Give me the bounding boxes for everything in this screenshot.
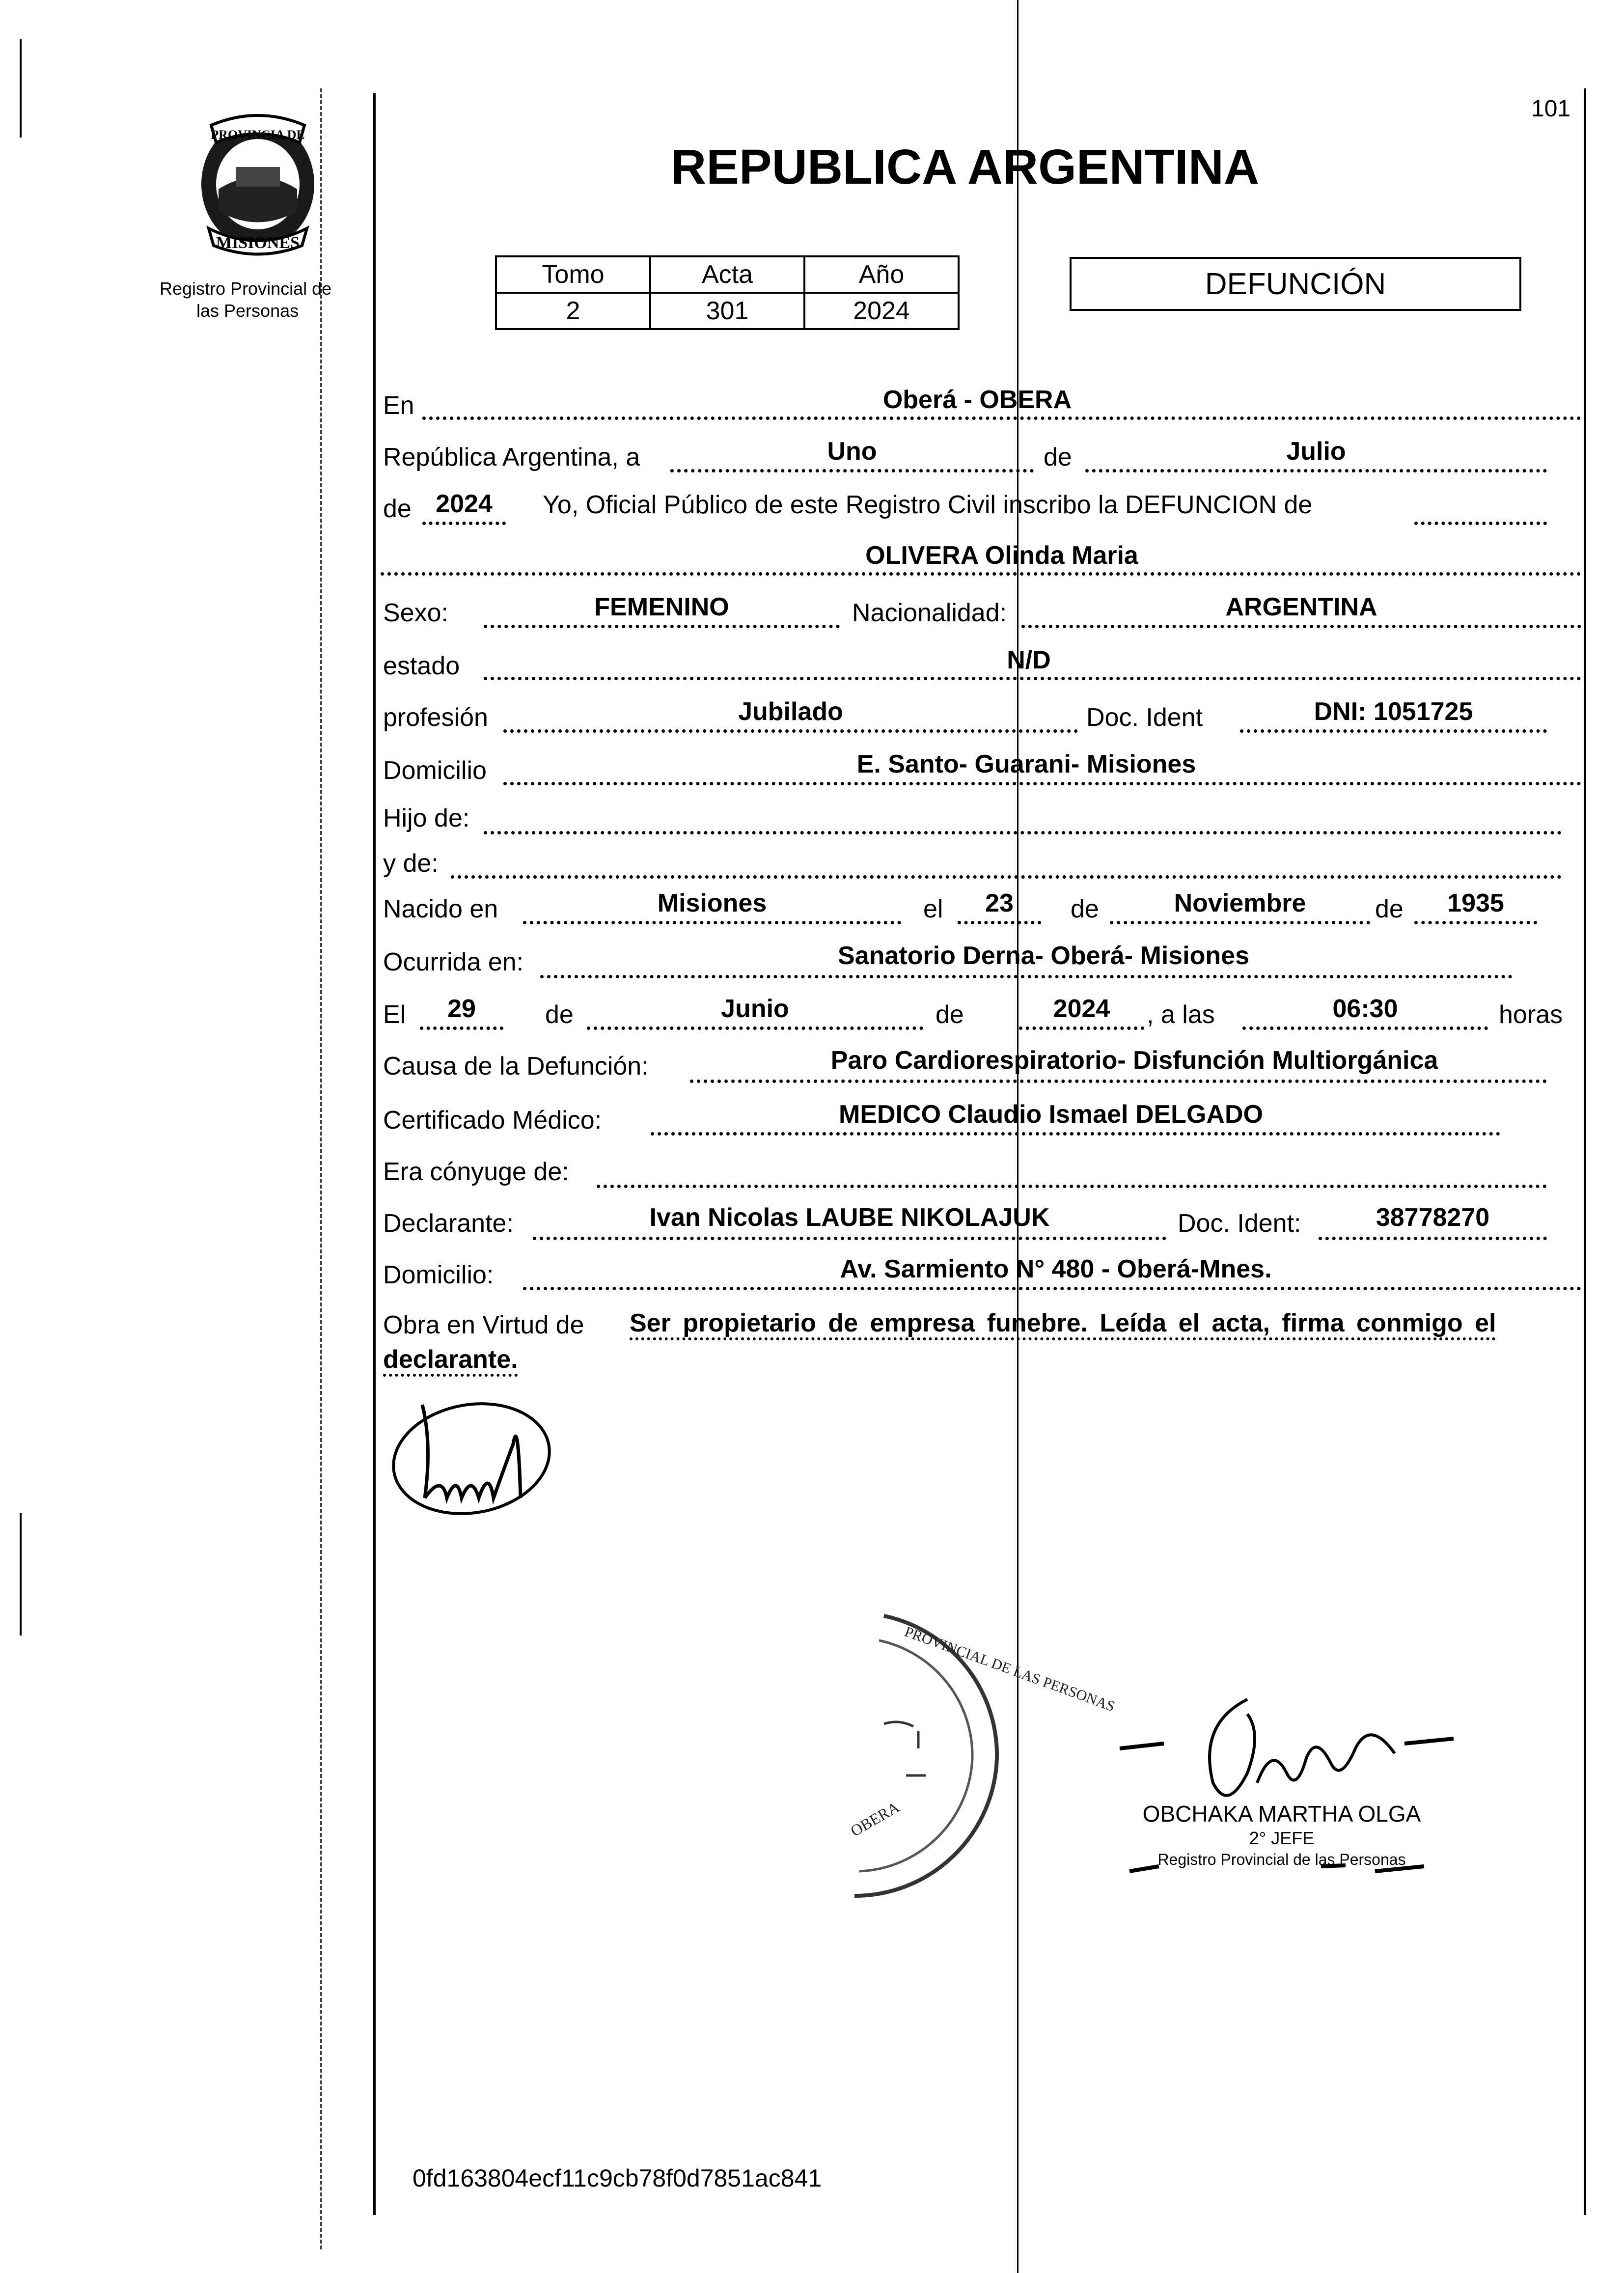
seal-top-text: PROVINCIA DE (211, 128, 305, 142)
right-margin-line (1584, 88, 1586, 2215)
ocurrida-line (540, 975, 1513, 978)
causa-value: Paro Cardiorespiratorio- Disfunción Multiorgánica (830, 1046, 1438, 1075)
obra-value-2: declarante. (383, 1345, 518, 1374)
official-signature-block (1100, 1685, 1473, 1891)
birth-year-line (1414, 921, 1537, 924)
obra-value: Ser propietario de empresa funebre. Leída el acta, firma conmigo el (630, 1309, 1496, 1337)
domicilio2-line (523, 1287, 1581, 1290)
nacido-line (523, 921, 901, 924)
name-line (381, 572, 1581, 576)
death-time: 06:30 (1332, 995, 1398, 1023)
record-table (495, 255, 960, 330)
value-tomo: 2 (496, 293, 650, 329)
yde-label: y de: (383, 849, 439, 878)
en-value: Oberá - OBERA (882, 386, 1072, 414)
official-registry: Registro Provincial de las Personas (1157, 1851, 1406, 1868)
sexo-line (484, 625, 840, 628)
seal-bottom-text: MISIONES (216, 234, 300, 252)
certificado-value: MEDICO Claudio Ismael DELGADO (839, 1100, 1263, 1129)
sexo-value: FEMENINO (594, 593, 729, 621)
death-day-line (420, 1026, 503, 1030)
nacionalidad-line (1021, 625, 1581, 628)
estado-line (484, 677, 1581, 680)
birth-day: 23 (985, 889, 1014, 917)
year-value: 2024 (436, 490, 493, 518)
death-year-line (1019, 1026, 1144, 1030)
official-name: OBCHAKA MARTHA OLGA (1142, 1801, 1421, 1827)
estado-value: N/D (1007, 646, 1051, 674)
obra-label: Obra en Virtud de (383, 1311, 584, 1339)
deceased-name: OLIVERA Olinda Maria (865, 541, 1138, 570)
certificado-label: Certificado Médico: (383, 1106, 602, 1135)
yde-line (451, 875, 1562, 879)
doc-ident2-value: 38778270 (1376, 1203, 1490, 1232)
nacionalidad-value: ARGENTINA (1225, 593, 1377, 621)
el-label: el (923, 895, 943, 923)
domicilio-label: Domicilio (383, 756, 487, 785)
birth-month: Noviembre (1174, 889, 1306, 917)
day-line (670, 469, 1034, 472)
conyuge-line (597, 1185, 1547, 1188)
value-ano: 2024 (804, 293, 959, 329)
registry-stamp (825, 1606, 1117, 1901)
ocurrida-label: Ocurrida en: (383, 948, 524, 976)
doc-ident-value: DNI: 1051725 (1314, 697, 1473, 726)
stamp-text-top: PROVINCIAL DE LAS PERSONAS (902, 1623, 1117, 1715)
death-day: 29 (447, 995, 476, 1023)
nacido-label: Nacido en (383, 895, 498, 923)
oficial-text: Yo, Oficial Público de este Registro Civil inscribo la DEFUNCION de (543, 491, 1313, 519)
de-label-6: de (936, 1000, 964, 1029)
doc-ident2-line (1319, 1237, 1547, 1240)
el2-label: El (383, 1000, 406, 1029)
profesion-label: profesión (383, 703, 488, 732)
declarant-signature (388, 1385, 565, 1523)
republica-label: República Argentina, a (383, 443, 640, 471)
death-month-line (587, 1026, 923, 1030)
header-ano: Año (804, 256, 959, 293)
birth-day-line (958, 921, 1041, 924)
oficial-line (1414, 522, 1547, 525)
left-fold-dashes (320, 88, 322, 2249)
declarante-line (533, 1237, 1166, 1240)
edge-mark-2 (20, 1513, 22, 1635)
alas-label: , a las (1147, 1000, 1215, 1029)
en-label: En (383, 391, 414, 420)
year-line (422, 522, 506, 525)
nacido-value: Misiones (657, 889, 767, 917)
birth-month-line (1110, 921, 1370, 924)
page-title: REPUBLICA ARGENTINA (671, 139, 1260, 194)
month-line (1085, 469, 1547, 472)
de-label-4: de (1375, 895, 1404, 923)
day-value: Uno (827, 437, 877, 466)
domicilio2-label: Domicilio: (383, 1261, 494, 1289)
de-label-3: de (1071, 895, 1099, 923)
birth-year: 1935 (1447, 889, 1504, 917)
document-type-box: DEFUNCIÓN (1070, 257, 1521, 311)
registry-line-2: las Personas (196, 301, 299, 321)
page-number: 101 (1531, 96, 1571, 122)
doc-ident-label: Doc. Ident (1086, 703, 1203, 732)
hijo-line (484, 831, 1562, 834)
domicilio2-value: Av. Sarmiento N° 480 - Oberá-Mnes. (840, 1255, 1272, 1283)
signature-icon (388, 1385, 565, 1523)
horas-label: horas (1499, 1000, 1563, 1029)
header-acta: Acta (650, 256, 804, 293)
de-label-5: de (545, 1000, 574, 1029)
doc-ident2-label: Doc. Ident: (1178, 1209, 1301, 1238)
causa-label: Causa de la Defunción: (383, 1052, 649, 1081)
official-role: 2° JEFE (1249, 1828, 1315, 1848)
en-line (422, 416, 1581, 420)
de-label-2: de (383, 495, 412, 523)
death-year: 2024 (1053, 995, 1110, 1023)
sexo-label: Sexo: (383, 599, 448, 627)
document-hash: 0fd163804ecf11c9cb78f0d7851ac841 (413, 2164, 822, 2192)
registry-line-1: Registro Provincial de (160, 278, 332, 299)
declarante-label: Declarante: (383, 1209, 514, 1238)
left-margin-line (373, 93, 376, 2215)
hijo-label: Hijo de: (383, 804, 470, 832)
value-acta: 301 (650, 293, 804, 329)
causa-line (690, 1080, 1547, 1083)
edge-mark (20, 39, 22, 138)
doc-ident-line (1240, 729, 1547, 733)
declarante-value: Ivan Nicolas LAUBE NIKOLAJUK (649, 1203, 1050, 1232)
domicilio-line (503, 782, 1581, 785)
header-tomo: Tomo (496, 256, 650, 293)
domicilio-value: E. Santo- Guarani- Misiones (856, 750, 1196, 778)
certificado-line (651, 1132, 1500, 1136)
profesion-value: Jubilado (738, 697, 843, 726)
fold-line (1017, 0, 1018, 2273)
nacionalidad-label: Nacionalidad: (852, 599, 1007, 627)
month-value: Julio (1286, 437, 1346, 466)
stamp-icon (825, 1606, 1117, 1901)
ocurrida-value: Sanatorio Derna- Oberá- Misiones (838, 942, 1249, 970)
stamp-text-bottom: OBERA (847, 1798, 903, 1840)
conyuge-label: Era cónyuge de: (383, 1158, 569, 1186)
coat-of-arms-icon (182, 106, 334, 263)
de-label-1: de (1044, 443, 1072, 471)
death-month: Junio (721, 995, 789, 1023)
death-time-line (1242, 1026, 1488, 1030)
provincial-coat-of-arms (182, 106, 334, 263)
profesion-line (503, 729, 1078, 733)
estado-label: estado (383, 652, 460, 680)
